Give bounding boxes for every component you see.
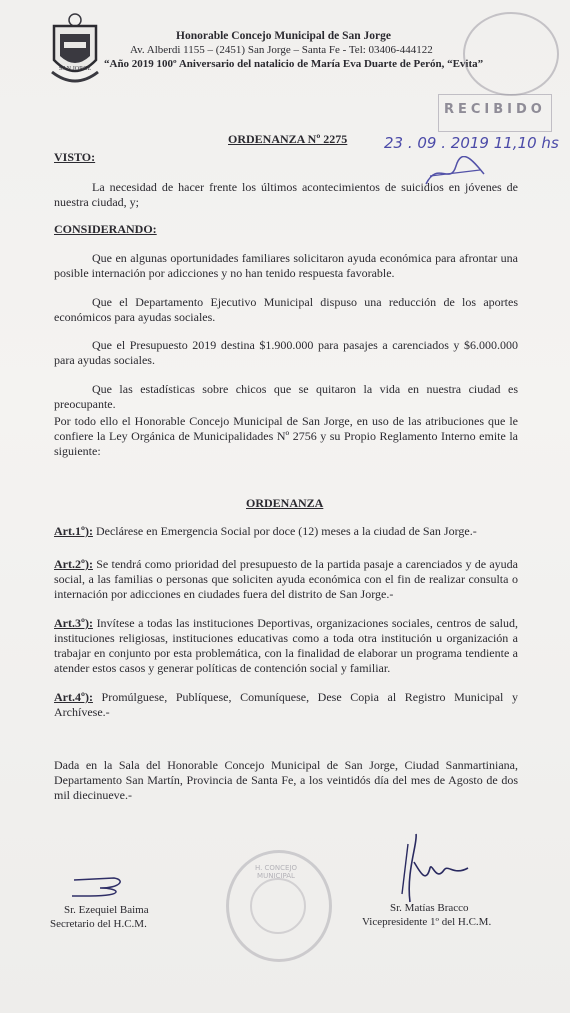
article-1-text: Declárese en Emergencia Social por doce (12) meses a la ciudad de San Jorge.- xyxy=(92,524,477,538)
article-3 xyxy=(54,616,518,676)
left-signer-name: Sr. Ezequiel Baima xyxy=(64,904,149,916)
article-1 xyxy=(54,524,518,539)
council-name: Honorable Concejo Municipal de San Jorge xyxy=(176,30,391,42)
received-stamp-text: RECIBIDO xyxy=(444,102,546,117)
considerando-paragraph-2: Que el Departamento Ejecutivo Municipal dispuso una reducción de los aportes económicos para ayudas sociales. xyxy=(54,295,518,324)
council-seal-text: H. CONCEJO MUNICIPAL xyxy=(254,864,298,880)
considerando-paragraph-5: Por todo ello el Honorable Concejo Municipal de San Jorge, en uso de las atribuciones que le confiere la Ley Orgánica de Municipalidades Nº 2756 y su Propio Reglamento Interno emite la siguiente: xyxy=(54,414,518,458)
article-4 xyxy=(54,690,518,720)
visto-paragraph: La necesidad de hacer frente los últimos acontecimientos de suicidios en jóvenes de nuestra ciudad, y; xyxy=(54,180,518,209)
municipal-crest-logo xyxy=(46,12,104,90)
right-signature xyxy=(396,832,476,908)
article-2-label: Art.2º): xyxy=(54,557,93,571)
right-signer-role: Vicepresidente 1º del H.C.M. xyxy=(362,916,492,928)
received-stamp-circle xyxy=(463,12,559,96)
considerando-paragraph-1: Que en algunas oportunidades familiares solicitaron ayuda económica para afrontar una posible internación por adicciones y no han tenido respuesta favorable. xyxy=(54,251,518,280)
left-signature xyxy=(70,870,130,900)
received-date-handwriting: 23 . 09 . 2019 11,10 hs xyxy=(384,134,559,152)
council-address: Av. Alberdi 1155 – (2451) San Jorge – Santa Fe - Tel: 03406-444122 xyxy=(130,44,433,56)
considerando-paragraph-3: Que el Presupuesto 2019 destina $1.900.000 para pasajes a carenciados y $6.000.000 para ayudas sociales. xyxy=(54,338,518,367)
council-motto: “Año 2019 100º Aniversario del natalicio de María Eva Duarte de Perón, “Evita” xyxy=(104,58,484,70)
received-stamp-box xyxy=(438,94,552,132)
considerando-label: CONSIDERANDO: xyxy=(54,222,157,236)
article-3-label: Art.3º): xyxy=(54,616,93,630)
considerando-paragraph-4: Que las estadísticas sobre chicos que se quitaron la vida en nuestra ciudad es preocupante. xyxy=(54,382,518,411)
article-2 xyxy=(54,557,518,602)
article-4-text: Promúlguese, Publíquese, Comuníquese, Dese Copia al Registro Municipal y Archívese.- xyxy=(54,690,518,719)
visto-label: VISTO: xyxy=(54,150,96,164)
council-seal-inner xyxy=(250,878,306,934)
right-signer-name: Sr. Matías Bracco xyxy=(390,902,469,914)
article-3-text: Invítese a todas las instituciones Deportivas, organizaciones sociales, centros de salud, instituciones religiosas, instituciones educativas como a toda otra institución u organización a trabajar en conjunto por esta problemática, con la finalidad de elaborar un programa tendiente a atender estos casos y generar políticas de contención social y familiar. xyxy=(54,616,518,675)
closing-paragraph: Dada en la Sala del Honorable Concejo Municipal de San Jorge, Ciudad Sanmartiniana, Departamento San Martín, Provincia de Santa Fe, a los veintidós día del mes de Agosto de dos mil diecinueve.- xyxy=(54,758,518,802)
ordenanza-title: ORDENANZA xyxy=(246,496,324,510)
left-signer-role: Secretario del H.C.M. xyxy=(50,918,147,930)
article-1-label: Art.1º): xyxy=(54,524,93,538)
article-4-label: Art.4º): xyxy=(54,690,93,704)
ordenanza-number: ORDENANZA Nº 2275 xyxy=(228,132,348,146)
article-2-text: Se tendrá como prioridad del presupuesto de la partida pasaje a carenciados y de ayuda social, a las familias o personas que soliciten ayuda económica con el fin de realizar consulta o internación por adicciones en ciudades fuera del distrito de San Jorge.- xyxy=(54,557,518,601)
crest-caption: SAN JORGE xyxy=(58,66,92,72)
